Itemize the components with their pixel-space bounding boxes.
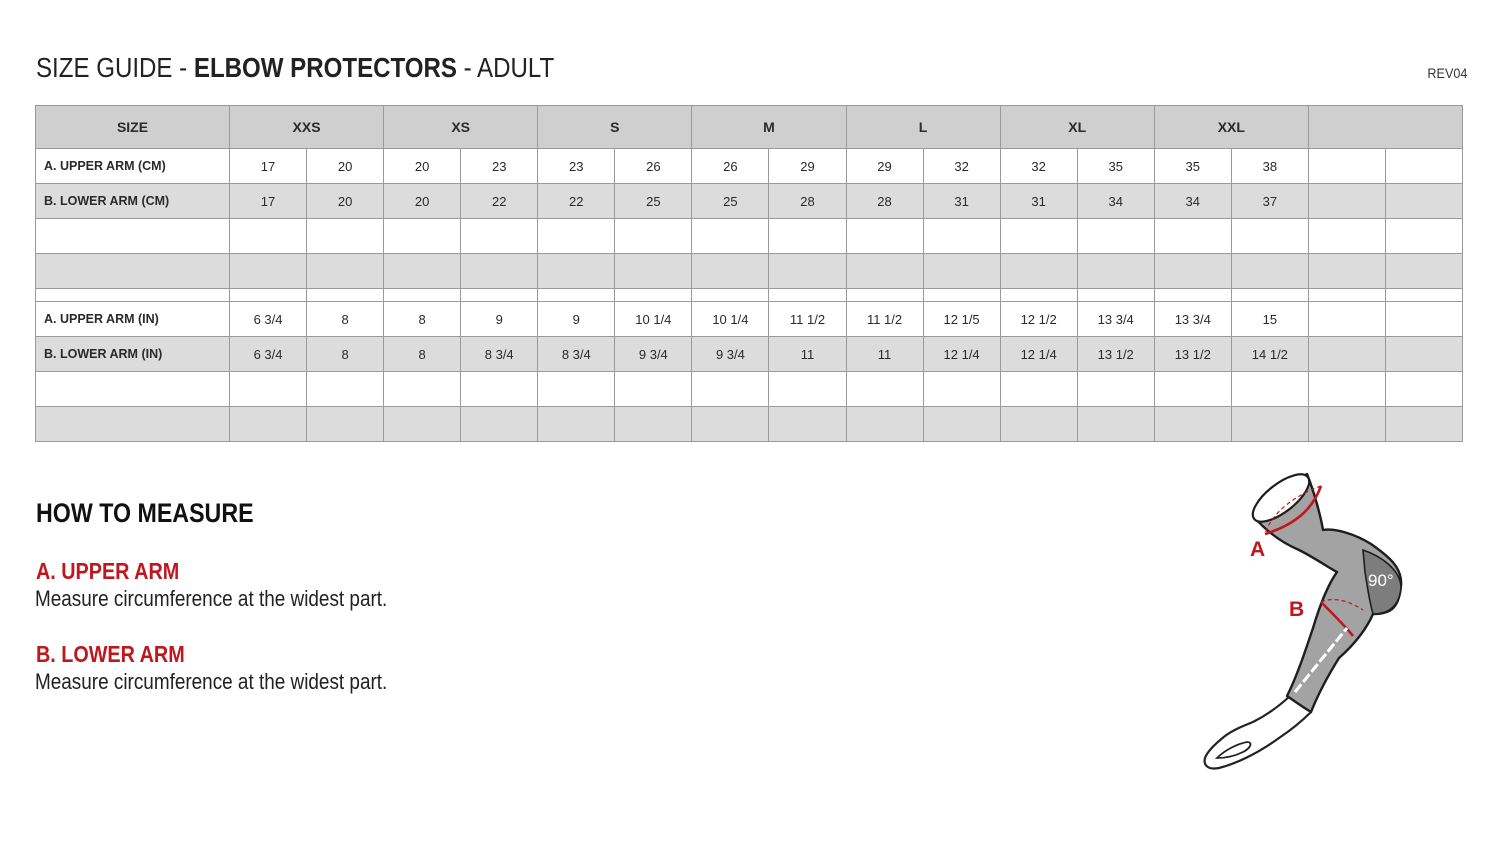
table-cell: 31 <box>1000 184 1077 219</box>
table-cell <box>1308 149 1385 184</box>
table-cell: 14 1/2 <box>1231 337 1308 372</box>
table-cell <box>384 372 461 407</box>
table-cell <box>461 407 538 442</box>
table-cell: 17 <box>230 149 307 184</box>
table-cell <box>1077 372 1154 407</box>
table-cell <box>923 407 1000 442</box>
table-cell: 8 3/4 <box>538 337 615 372</box>
table-cell <box>230 372 307 407</box>
size-table <box>35 105 1463 442</box>
table-cell: 22 <box>461 184 538 219</box>
row-label: A. UPPER ARM (IN) <box>36 302 230 337</box>
size-header-label: SIZE <box>36 106 230 149</box>
table-cell <box>923 219 1000 254</box>
size-header-cell <box>1308 106 1462 149</box>
table-cell: 15 <box>1231 302 1308 337</box>
table-cell <box>1385 407 1462 442</box>
angle-label: 90° <box>1368 571 1394 590</box>
table-row <box>36 302 1463 337</box>
row-label <box>36 372 230 407</box>
table-cell: 11 1/2 <box>846 302 923 337</box>
table-cell <box>307 254 384 289</box>
table-cell <box>1154 372 1231 407</box>
size-header-cell: M <box>692 106 846 149</box>
table-cell: 12 1/2 <box>1000 302 1077 337</box>
table-cell <box>615 372 692 407</box>
table-cell <box>1000 219 1077 254</box>
table-cell: 8 <box>307 337 384 372</box>
table-cell <box>1154 219 1231 254</box>
table-cell: 13 1/2 <box>1077 337 1154 372</box>
page-title <box>36 52 554 84</box>
table-cell <box>1077 219 1154 254</box>
table-cell <box>692 254 769 289</box>
table-cell: 10 1/4 <box>692 302 769 337</box>
size-header-cell: XS <box>384 106 538 149</box>
table-cell <box>461 219 538 254</box>
table-cell: 12 1/4 <box>1000 337 1077 372</box>
table-cell <box>307 407 384 442</box>
table-cell <box>1385 372 1462 407</box>
how-to-measure-heading: HOW TO MEASURE <box>36 498 254 528</box>
row-label <box>36 254 230 289</box>
table-cell: 6 3/4 <box>230 302 307 337</box>
table-cell <box>1231 219 1308 254</box>
table-cell: 9 <box>461 302 538 337</box>
table-cell: 26 <box>615 149 692 184</box>
size-header-row <box>36 106 1463 149</box>
table-cell: 34 <box>1077 184 1154 219</box>
table-cell <box>769 372 846 407</box>
table-cell <box>846 407 923 442</box>
table-row <box>36 219 1463 254</box>
table-cell: 11 <box>846 337 923 372</box>
table-cell <box>1154 407 1231 442</box>
table-cell: 35 <box>1154 149 1231 184</box>
table-cell: 9 3/4 <box>692 337 769 372</box>
table-cell: 12 1/5 <box>923 302 1000 337</box>
table-cell <box>538 219 615 254</box>
table-cell: 10 1/4 <box>615 302 692 337</box>
table-cell <box>1308 254 1385 289</box>
table-cell <box>384 219 461 254</box>
table-cell <box>1308 407 1385 442</box>
row-label: B. LOWER ARM (IN) <box>36 337 230 372</box>
table-cell <box>615 407 692 442</box>
size-header-cell: XXL <box>1154 106 1308 149</box>
table-cell <box>1385 184 1462 219</box>
size-header-cell: XL <box>1000 106 1154 149</box>
title-suffix: - ADULT <box>456 52 555 83</box>
table-cell <box>461 254 538 289</box>
row-label: A. UPPER ARM (CM) <box>36 149 230 184</box>
table-cell <box>230 407 307 442</box>
table-cell <box>692 219 769 254</box>
table-cell <box>846 219 923 254</box>
table-cell <box>230 254 307 289</box>
table-cell <box>1000 372 1077 407</box>
table-cell: 11 <box>769 337 846 372</box>
table-cell <box>1077 254 1154 289</box>
table-cell: 13 1/2 <box>1154 337 1231 372</box>
table-cell: 11 1/2 <box>769 302 846 337</box>
table-cell: 23 <box>461 149 538 184</box>
table-cell: 31 <box>923 184 1000 219</box>
table-cell <box>692 372 769 407</box>
label-b: B <box>1289 598 1305 621</box>
table-cell <box>1308 337 1385 372</box>
table-cell: 6 3/4 <box>230 337 307 372</box>
table-cell <box>846 254 923 289</box>
table-row <box>36 407 1463 442</box>
lower-arm-desc: Measure circumference at the widest part. <box>35 669 388 694</box>
table-cell: 29 <box>769 149 846 184</box>
table-cell: 20 <box>384 149 461 184</box>
table-cell <box>923 254 1000 289</box>
table-cell: 9 <box>538 302 615 337</box>
table-cell <box>846 372 923 407</box>
table-cell: 34 <box>1154 184 1231 219</box>
row-label <box>36 407 230 442</box>
table-cell <box>1077 407 1154 442</box>
table-cell <box>1308 372 1385 407</box>
revision-label: REV04 <box>1427 65 1467 81</box>
upper-arm-desc: Measure circumference at the widest part. <box>35 586 388 611</box>
label-a: A <box>1250 538 1266 561</box>
size-header-cell: S <box>538 106 692 149</box>
table-cell <box>1231 254 1308 289</box>
table-cell <box>692 407 769 442</box>
table-cell <box>615 219 692 254</box>
lower-arm-title: B. LOWER ARM <box>36 641 185 667</box>
arm-illustration <box>1195 468 1415 778</box>
table-row <box>36 184 1463 219</box>
table-cell <box>1385 302 1462 337</box>
table-cell: 38 <box>1231 149 1308 184</box>
table-row <box>36 149 1463 184</box>
table-row <box>36 254 1463 289</box>
table-cell <box>1231 372 1308 407</box>
table-cell <box>923 372 1000 407</box>
row-label <box>36 219 230 254</box>
table-cell: 8 <box>384 302 461 337</box>
table-cell <box>230 219 307 254</box>
table-cell: 26 <box>692 149 769 184</box>
table-cell <box>307 372 384 407</box>
in-rows <box>36 302 1463 442</box>
table-cell: 32 <box>923 149 1000 184</box>
cm-rows <box>36 149 1463 289</box>
table-cell: 20 <box>307 184 384 219</box>
table-cell <box>538 407 615 442</box>
table-spacer-row <box>36 289 1463 302</box>
table-cell: 22 <box>538 184 615 219</box>
table-cell: 8 <box>384 337 461 372</box>
table-cell: 35 <box>1077 149 1154 184</box>
upper-arm-title: A. UPPER ARM <box>36 558 180 584</box>
table-cell: 12 1/4 <box>923 337 1000 372</box>
table-cell: 17 <box>230 184 307 219</box>
table-cell <box>769 219 846 254</box>
table-cell: 9 3/4 <box>615 337 692 372</box>
table-cell: 13 3/4 <box>1154 302 1231 337</box>
table-cell <box>384 254 461 289</box>
table-cell: 28 <box>769 184 846 219</box>
table-cell <box>1000 254 1077 289</box>
row-label: B. LOWER ARM (CM) <box>36 184 230 219</box>
table-cell: 8 <box>307 302 384 337</box>
table-cell: 25 <box>615 184 692 219</box>
table-row <box>36 337 1463 372</box>
table-cell: 20 <box>307 149 384 184</box>
table-cell <box>461 372 538 407</box>
table-cell: 8 3/4 <box>461 337 538 372</box>
table-cell <box>1000 407 1077 442</box>
table-cell <box>538 372 615 407</box>
table-cell: 20 <box>384 184 461 219</box>
title-product: ELBOW PROTECTORS <box>193 52 457 83</box>
table-cell <box>615 254 692 289</box>
table-cell <box>1385 337 1462 372</box>
table-row <box>36 372 1463 407</box>
table-cell: 25 <box>692 184 769 219</box>
table-cell: 29 <box>846 149 923 184</box>
table-cell <box>1385 149 1462 184</box>
size-header-cell: L <box>846 106 1000 149</box>
size-header-cell: XXS <box>230 106 384 149</box>
table-cell <box>538 254 615 289</box>
table-cell: 32 <box>1000 149 1077 184</box>
table-cell <box>1154 254 1231 289</box>
table-cell <box>1231 407 1308 442</box>
table-cell <box>769 254 846 289</box>
table-cell <box>1308 302 1385 337</box>
table-cell <box>1385 254 1462 289</box>
table-cell <box>1385 219 1462 254</box>
table-cell: 37 <box>1231 184 1308 219</box>
title-prefix: SIZE GUIDE - <box>36 52 194 83</box>
table-cell: 13 3/4 <box>1077 302 1154 337</box>
table-cell <box>769 407 846 442</box>
table-cell <box>1308 219 1385 254</box>
table-cell: 23 <box>538 149 615 184</box>
table-cell <box>384 407 461 442</box>
table-cell: 28 <box>846 184 923 219</box>
table-cell <box>1308 184 1385 219</box>
table-cell <box>307 219 384 254</box>
